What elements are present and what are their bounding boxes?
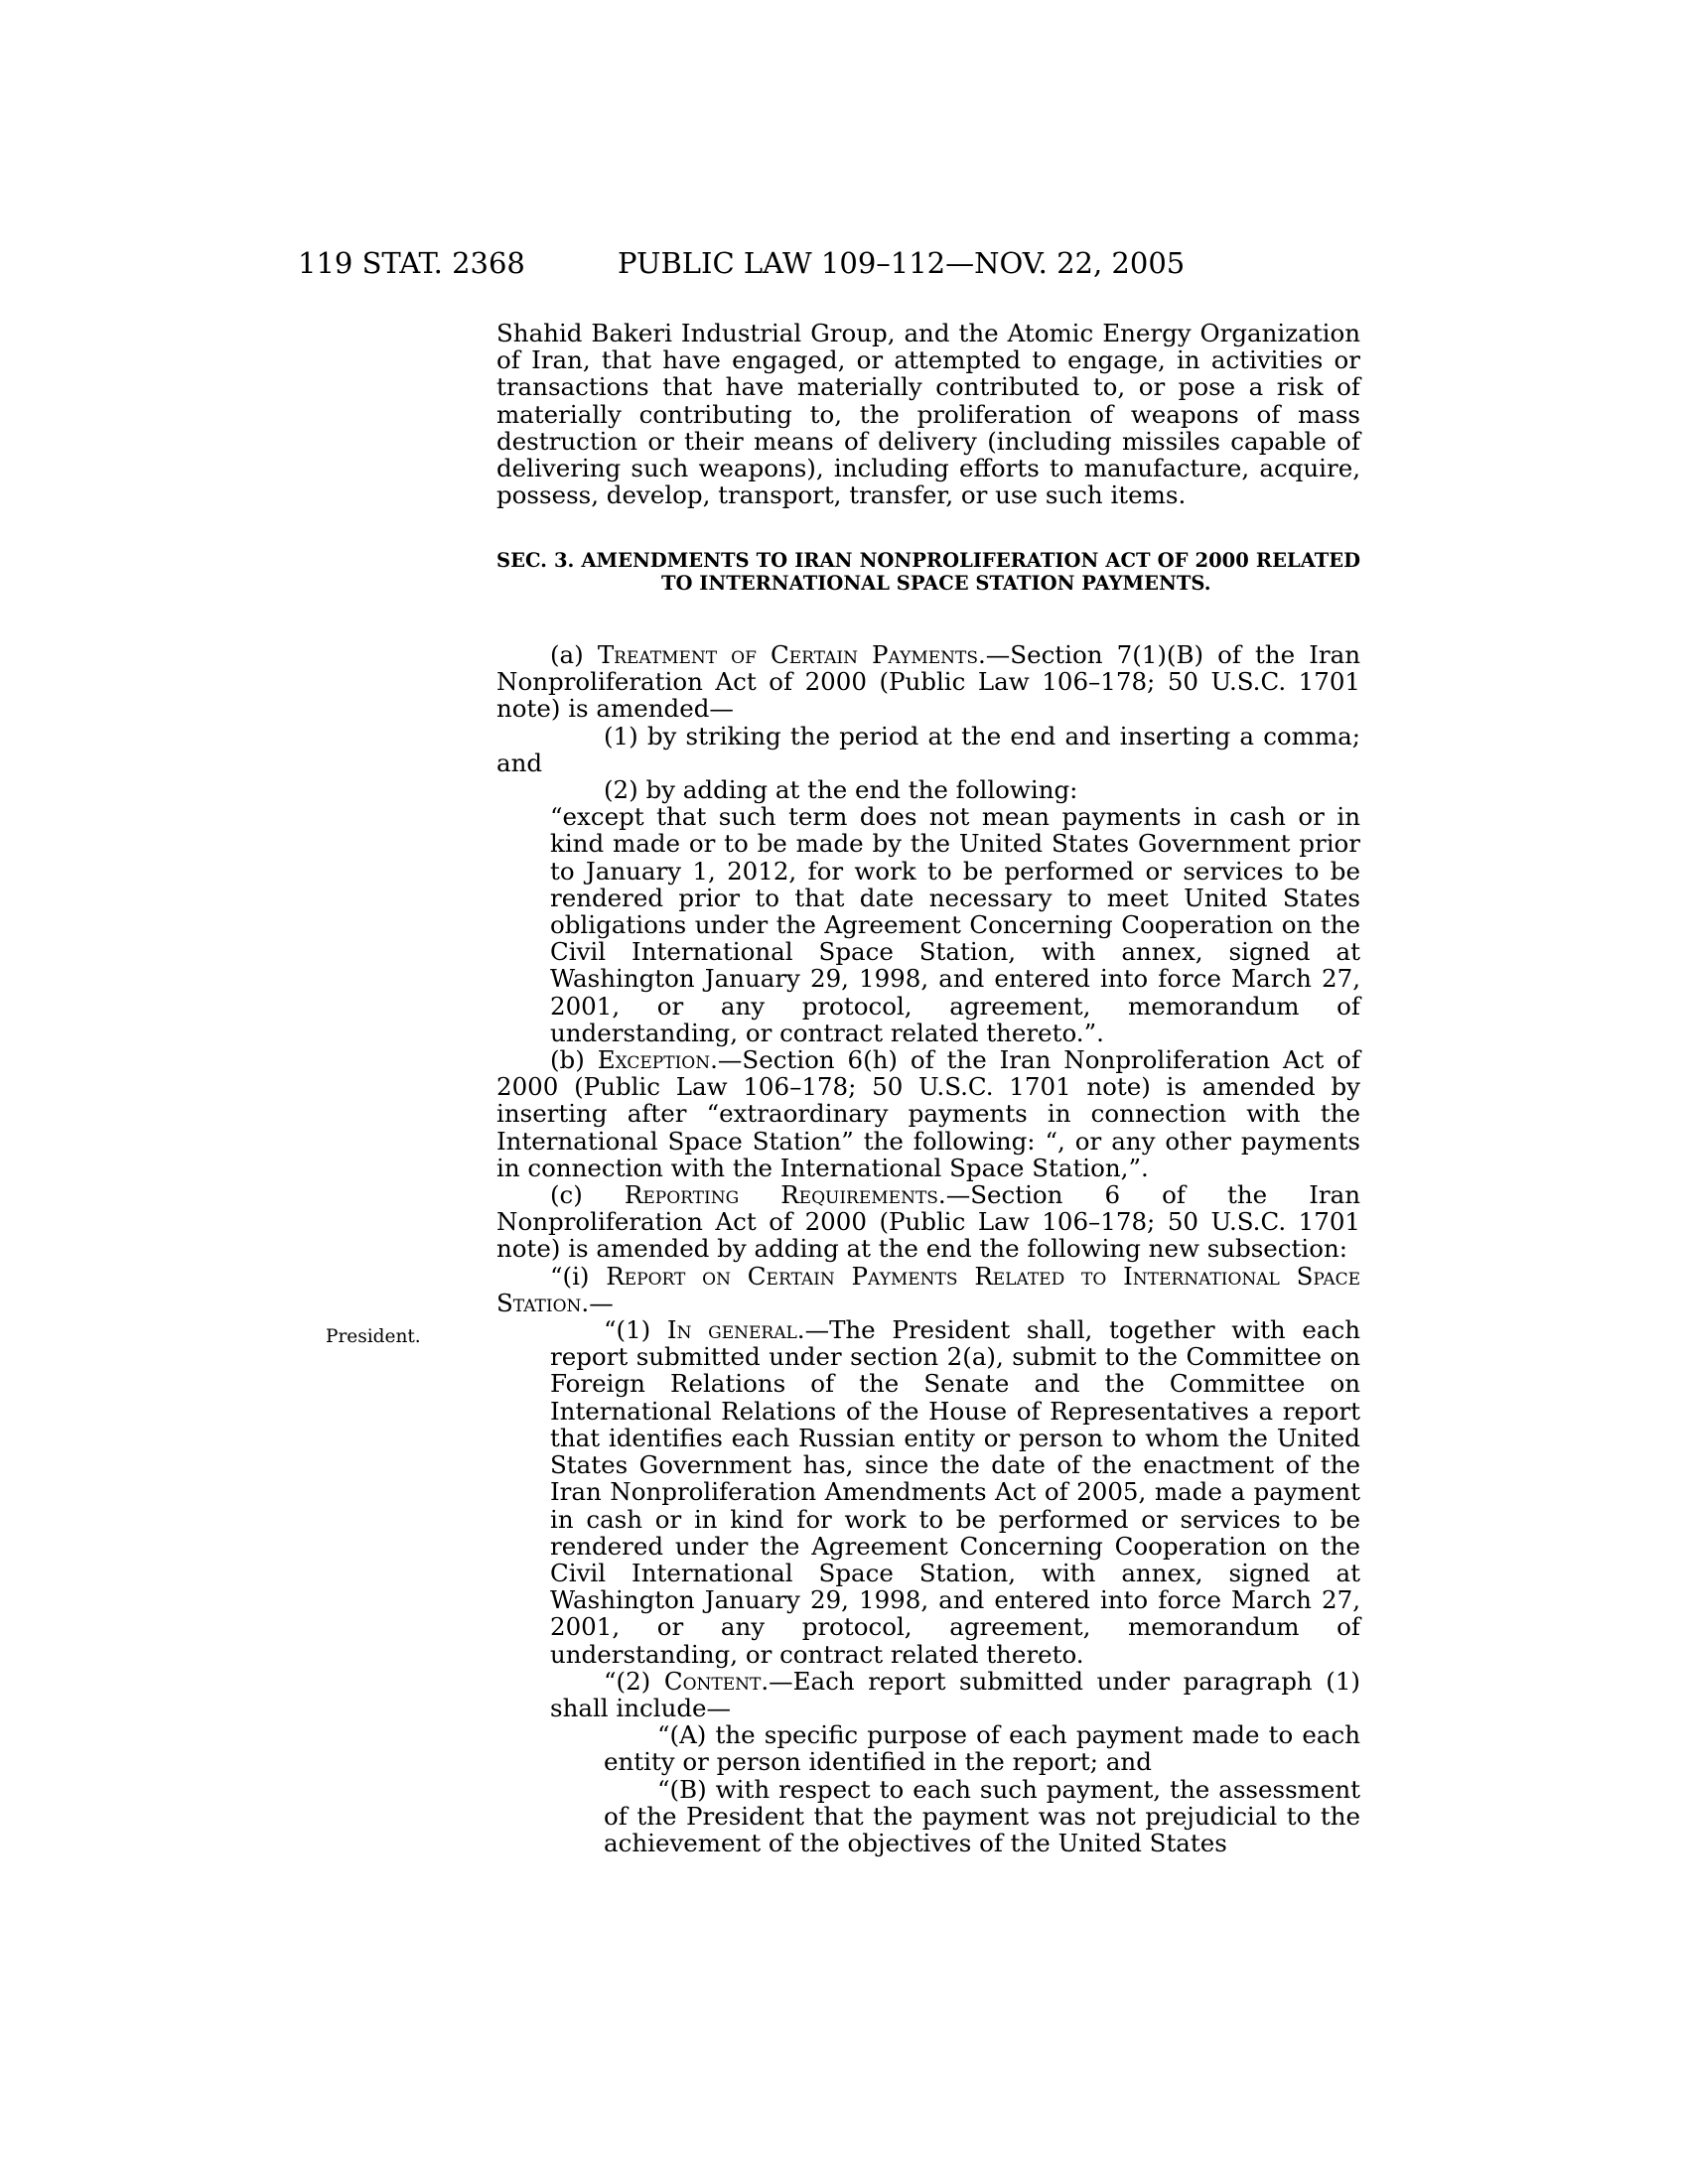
paragraph-1-caption: In general. [666, 1315, 805, 1345]
subsection-c-label: (c) [550, 1180, 625, 1210]
page-reference: 119 STAT. 2368 [298, 246, 525, 280]
subsection-a-label: (a) [550, 640, 598, 669]
paragraph-2 [496, 1668, 1360, 1721]
new-subsection-i [496, 1263, 1360, 1316]
section-body [496, 641, 1360, 1856]
running-header: PUBLIC LAW 109–112—NOV. 22, 2005 [618, 246, 1186, 280]
paragraph-2-label: “(2) [604, 1666, 664, 1696]
section-heading-text: SEC. 3. AMENDMENTS TO IRAN NONPROLIFERATION ACT OF 2000 RELATED TO INTERNATIONAL SPACE STATION PAYMENTS. [496, 549, 1360, 595]
amendment-item-1: (1) by striking the period at the end and inserting a comma; and [496, 721, 1360, 777]
continuation-text: Shahid Bakeri Industrial Group, and the Atomic Energy Organization of Iran, that have engaged, or attempted to engage, in activities or transactions that have materially contributed to, or pose a risk of materially contributing to, the proliferation of weapons of mass destruction or their means of delivery (including missiles capable of delivering such weapons), including efforts to manufacture, acquire, possess, develop, transport, transfer, or use such items. [496, 319, 1360, 510]
new-subsection-i-dash: — [589, 1288, 614, 1317]
subsection-b-text: —Section 6(h) of the Iran Nonproliferation Act of 2000 (Public Law 106–178; 50 U.S.C. 1701 note) is amended by inserting after “extraordinary payments in connection with the International Space Station” the following: “, or any other payments in connection with the International Space Station,”. [496, 1045, 1361, 1182]
subsection-c [496, 1181, 1360, 1263]
paragraph-1 [496, 1316, 1360, 1668]
subsection-c-text: —Section 6 of the Iran Nonproliferation Act of 2000 (Public Law 106–178; 50 U.S.C. 1701 note) is amended by adding at the end the following new subsection: [496, 1180, 1360, 1264]
amendment-item-2: (2) by adding at the end the following: [604, 775, 1078, 805]
continuation-paragraph [496, 320, 1360, 508]
subsection-a-caption: Treatment of Certain Payments. [597, 640, 986, 669]
subsection-b [496, 1046, 1360, 1181]
paragraph-2-text: —Each report submitted under paragraph (1) shall include— [550, 1666, 1360, 1722]
paragraph-1-text: —The President shall, together with each report submitted under section 2(a), submit to the Committee on Foreign Relations of the Senate and the Committee on International Relations of the House of Representatives a report that identifies each Russian entity or person to whom the United States Government has, since the date of the enactment of the Iran Nonproliferation Amendments Act of 2005, made a payment in cash or in kind for work to be performed or services to be rendered under the Agreement Concerning Cooperation on the Civil International Space Station, with annex, signed at Washington January 29, 1998, and entered into force March 27, 2001, or any protocol, agreement, memorandum of understanding, or contract related thereto. [550, 1315, 1360, 1669]
paragraph-2-caption: Content. [663, 1666, 770, 1696]
margin-note: President. [326, 1326, 421, 1347]
new-subsection-i-caption: Report on Certain Payments Related to International Space Station. [496, 1261, 1361, 1317]
new-subsection-i-label: “(i) [550, 1261, 607, 1291]
subsection-b-caption: Exception. [597, 1045, 718, 1075]
subsection-a-text: —Section 7(1)(B) of the Iran Nonproliferation Act of 2000 (Public Law 106–178; 50 U.S.C. 1701 note) is amended— [496, 640, 1361, 724]
subparagraph-A: “(A) the specific purpose of each payment made to each entity or person identified in the report; and [604, 1720, 1360, 1777]
subsection-a [496, 641, 1360, 723]
subsection-b-label: (b) [550, 1045, 598, 1075]
paragraph-1-label: “(1) [604, 1315, 667, 1345]
quoted-insertion: “except that such term does not mean payments in cash or in kind made or to be made by the United States Government prior to January 1, 2012, for work to be performed or services to be rendered prior to that date necessary to meet United States obligations under the Agreement Concerning Cooperation on the Civil International Space Station, with annex, signed at Washington January 29, 1998, and entered into force March 27, 2001, or any protocol, agreement, memorandum of understanding, or contract related thereto.”. [550, 802, 1360, 1047]
subparagraph-B: “(B) with respect to each such payment, the assessment of the President that the payment was not prejudicial to the achievement of the objectives of the United States [604, 1774, 1360, 1857]
subsection-c-caption: Reporting Requirements. [624, 1180, 946, 1210]
section-heading [496, 549, 1360, 595]
